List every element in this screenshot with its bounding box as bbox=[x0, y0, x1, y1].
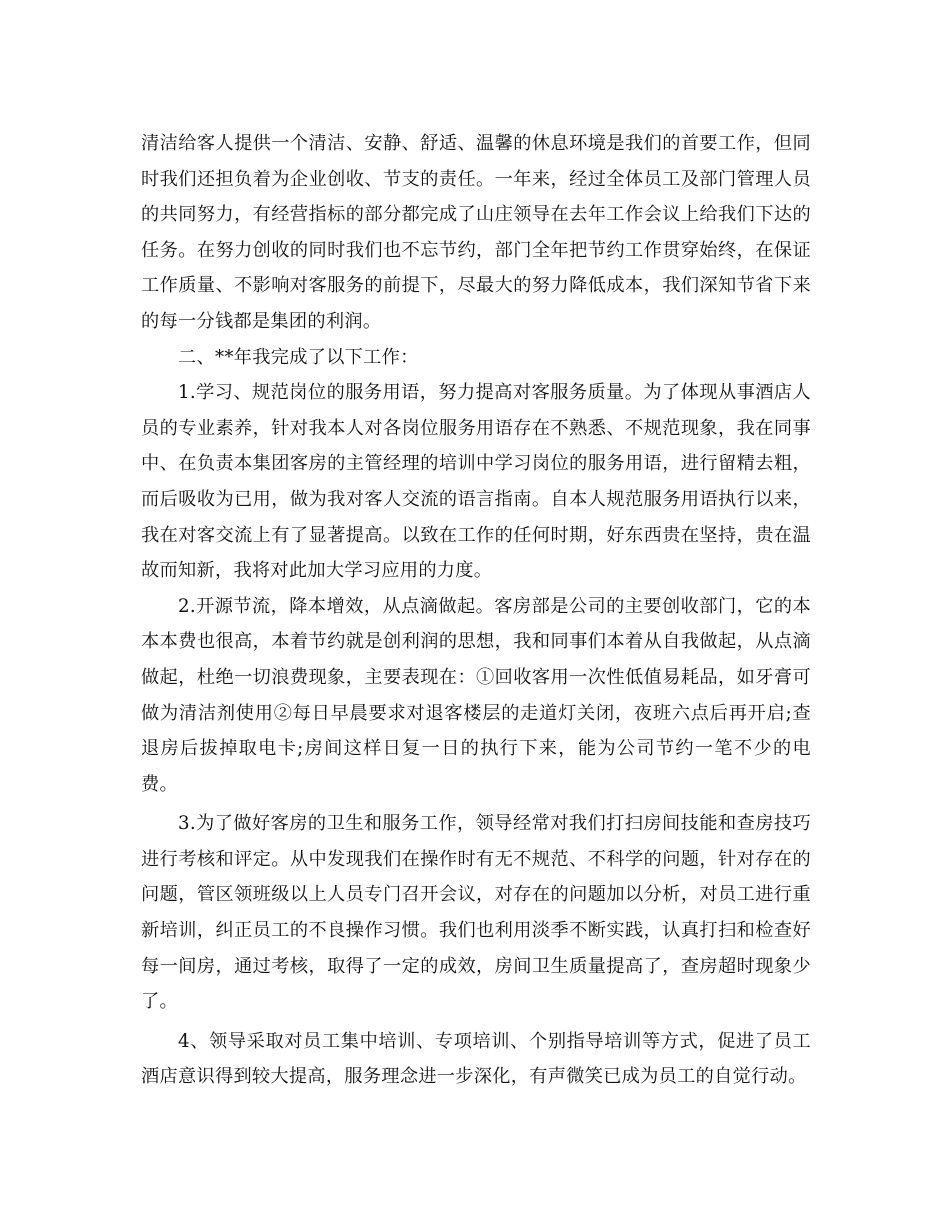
paragraph-item-4: 4、领导采取对员工集中培训、专项培训、个别指导培训等方式，促进了员工酒店意识得到较大提高，服务理念进一步深化，有声微笑已成为员工的自觉行动。 bbox=[141, 1030, 811, 1088]
paragraph-item-1: 1.学习、规范岗位的服务用语，努力提高对客服务质量。为了体现从事酒店人员的专业素养，针对我本人对各岗位服务用语存在不熟悉、不规范现象，我在同事中、在负责本集团客房的主管经理的培训中学习岗位的服务用语，进行留精去粗，而后吸收为已用，做为我对客人交流的语言指南。自本人规范服务用语执行以来，我在对客交流上有了显著提高。以致在工作的任何时期，好东西贵在坚持，贵在温故而知新，我将对此加大学习应用的力度。 bbox=[141, 382, 811, 582]
paragraph-intro: 清洁给客人提供一个清洁、安静、舒适、温馨的休息环境是我们的首要工作，但同时我们还担负着为企业创收、节支的责任。一年来，经过全体员工及部门管理人员的共同努力，有经营指标的部分都完成了山庄领导在去年工作会议上给我们下达的任务。在努力创收的同时我们也不忘节约，部门全年把节约工作贯穿始终，在保证工作质量、不影响对客服务的前提下，尽最大的努力降低成本，我们深知节省下来的每一分钱都是集团的利润。 bbox=[141, 133, 811, 332]
document-body bbox=[141, 126, 811, 1095]
section-heading: 二、**年我完成了以下工作： bbox=[178, 346, 419, 368]
paragraph-item-2: 2.开源节流，降本增效，从点滴做起。客房部是公司的主要创收部门，它的本本本费也很高，本着节约就是创利润的思想，我和同事们本着从自我做起，从点滴做起，杜绝一切浪费现象，主要表现在：①回收客用一次性低值易耗品，如牙膏可做为清洁剂使用②每日早晨要求对退客楼层的走道灯关闭，夜班六点后再开启;查退房后拔掉取电卡;房间这样日复一日的执行下来，能为公司节约一笔不少的电费。 bbox=[141, 595, 811, 795]
paragraph-item-3: 3.为了做好客房的卫生和服务工作，领导经常对我们打扫房间技能和查房技巧进行考核和评定。从中发现我们在操作时有无不规范、不科学的问题，针对存在的问题，管区领班级以上人员专门召开会议，对存在的问题加以分析，对员工进行重新培训，纠正员工的不良操作习惯。我们也利用淡季不断实践，认真打扫和检查好每一间房，通过考核，取得了一定的成效，房间卫生质量提高了，查房超时现象少了。 bbox=[141, 813, 811, 1013]
